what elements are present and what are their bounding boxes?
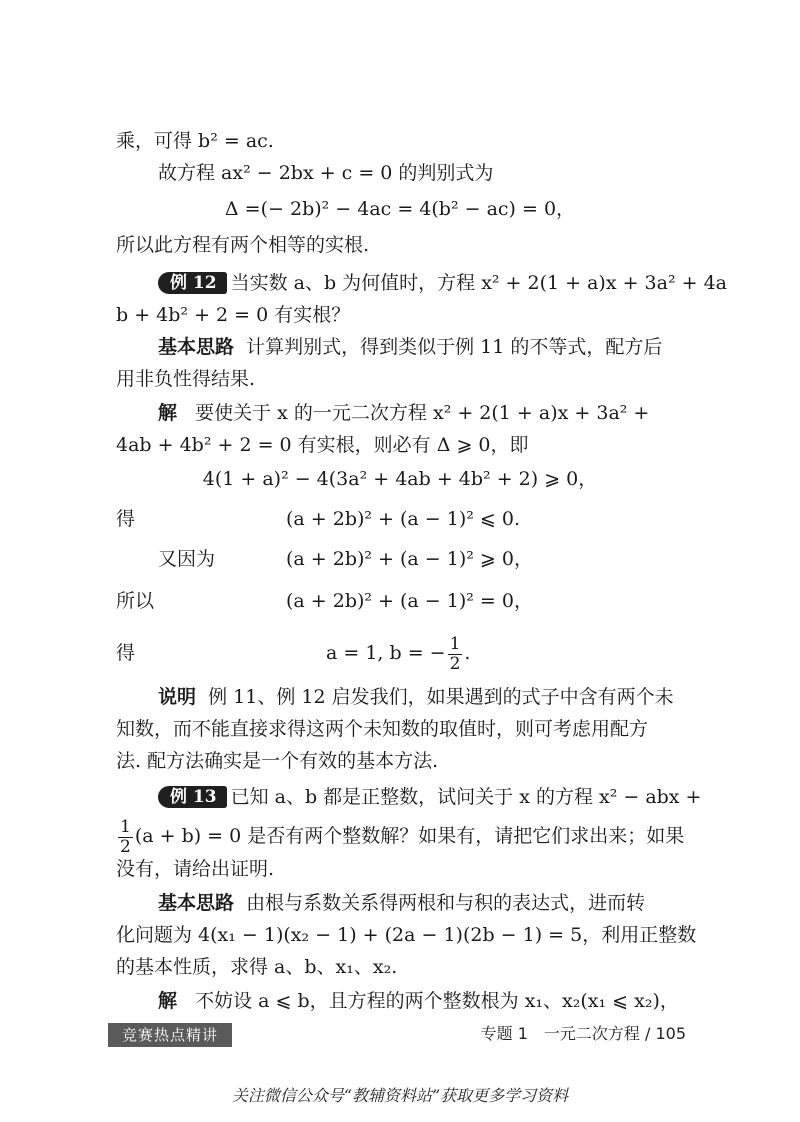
text-line: 所以此方程有两个相等的实根. [116, 234, 370, 256]
solution-label: 解 [158, 402, 178, 424]
idea-13-line [158, 890, 726, 916]
note-text: 例 11、例 12 启发我们，如果遇到的式子中含有两个未 [208, 686, 674, 708]
equation-label: 得 [116, 508, 136, 530]
text-line: 化问题为 4(x₁ − 1)(x₂ − 1) + (2a − 1)(2b − 1) = 5，利用正整数 [116, 924, 697, 946]
equation-label: 又因为 [158, 548, 216, 570]
solution-text: 不妨设 a ⩽ b，且方程的两个整数根为 x₁、x₂(x₁ ⩽ x₂)， [195, 990, 679, 1012]
text-line: 4ab + 4b² + 2 = 0 有实根，则必有 Δ ⩾ 0，即 [116, 434, 529, 456]
text-line: 故方程 ax² − 2bx + c = 0 的判别式为 [158, 162, 494, 184]
solution-text: 要使关于 x 的一元二次方程 x² + 2(1 + a)x + 3a² + [195, 402, 650, 424]
text-line: 法. 配方法确实是一个有效的基本方法. [116, 750, 439, 772]
solution-label: 解 [158, 990, 178, 1012]
idea-label: 基本思路 [158, 892, 235, 914]
example-12-text: 当实数 a、b 为何值时，方程 x² + 2(1 + a)x + 3a² + 4a [230, 272, 728, 294]
example-13-badge: 例 13 [158, 786, 227, 808]
equation-label: 所以 [116, 590, 155, 612]
fraction-numerator: 1 [449, 633, 461, 654]
footer-series-label: 竞赛热点精讲 [108, 1023, 232, 1047]
example-13-text: (a + b) = 0 是否有两个整数解？如果有，请把它们求出来；如果 [134, 825, 685, 847]
text-line: 知数，而不能直接求得这两个未知数的取值时，则可考虑用配方 [116, 718, 649, 740]
idea-text: 计算判别式，得到类似于例 11 的不等式，配方后 [246, 336, 663, 358]
example-13-line-2 [116, 814, 684, 858]
idea-label: 基本思路 [158, 336, 235, 358]
text-line: b + 4b² + 2 = 0 有实根？ [116, 304, 351, 326]
display-equation: (a + 2b)² + (a − 1)² ⩽ 0. [286, 508, 521, 530]
solution-13-line [158, 988, 726, 1014]
fraction-denominator: 2 [120, 836, 131, 857]
example-12-line [158, 270, 726, 296]
fraction-numerator: 1 [120, 816, 131, 837]
text-line: 乘，可得 b² = ac. [116, 130, 274, 152]
example-12-badge: 例 12 [158, 272, 227, 294]
example-13-text: 已知 a、b 都是正整数，试问关于 x 的方程 x² − abx + [230, 786, 702, 808]
display-equation: (a + 2b)² + (a − 1)² ⩾ 0， [286, 548, 533, 570]
example-13-line [158, 784, 726, 810]
watermark-text: 关注微信公众号“教辅资料站”获取更多学习资料 [231, 1086, 569, 1105]
text-line: 没有，请给出证明. [116, 858, 275, 880]
display-equation: Δ =(− 2b)² − 4ac = 4(b² − ac) = 0， [224, 198, 576, 220]
equation-part: . [464, 642, 471, 664]
fraction-denominator: 2 [449, 653, 461, 674]
idea-text: 由根与系数关系得两根和与积的表达式，进而转 [246, 892, 646, 914]
display-equation-fraction [326, 630, 470, 676]
display-equation: 4(1 + a)² − 4(3a² + 4ab + 4b² + 2) ⩾ 0， [202, 468, 598, 490]
text-line: 用非负性得结果. [116, 368, 256, 390]
fraction [448, 635, 463, 674]
equation-part: a = 1, b = − [326, 642, 446, 664]
fraction [118, 818, 133, 857]
equation-label: 得 [116, 642, 136, 664]
footer-page-info: 专题 1 一元二次方程 / 105 [480, 1024, 686, 1043]
text-line: 的基本性质，求得 a、b、x₁、x₂. [116, 956, 398, 978]
display-equation: (a + 2b)² + (a − 1)² = 0， [286, 590, 533, 612]
note-line [158, 684, 726, 710]
solution-12-line [158, 400, 726, 426]
idea-12-line [158, 334, 726, 360]
note-label: 说明 [158, 686, 197, 708]
